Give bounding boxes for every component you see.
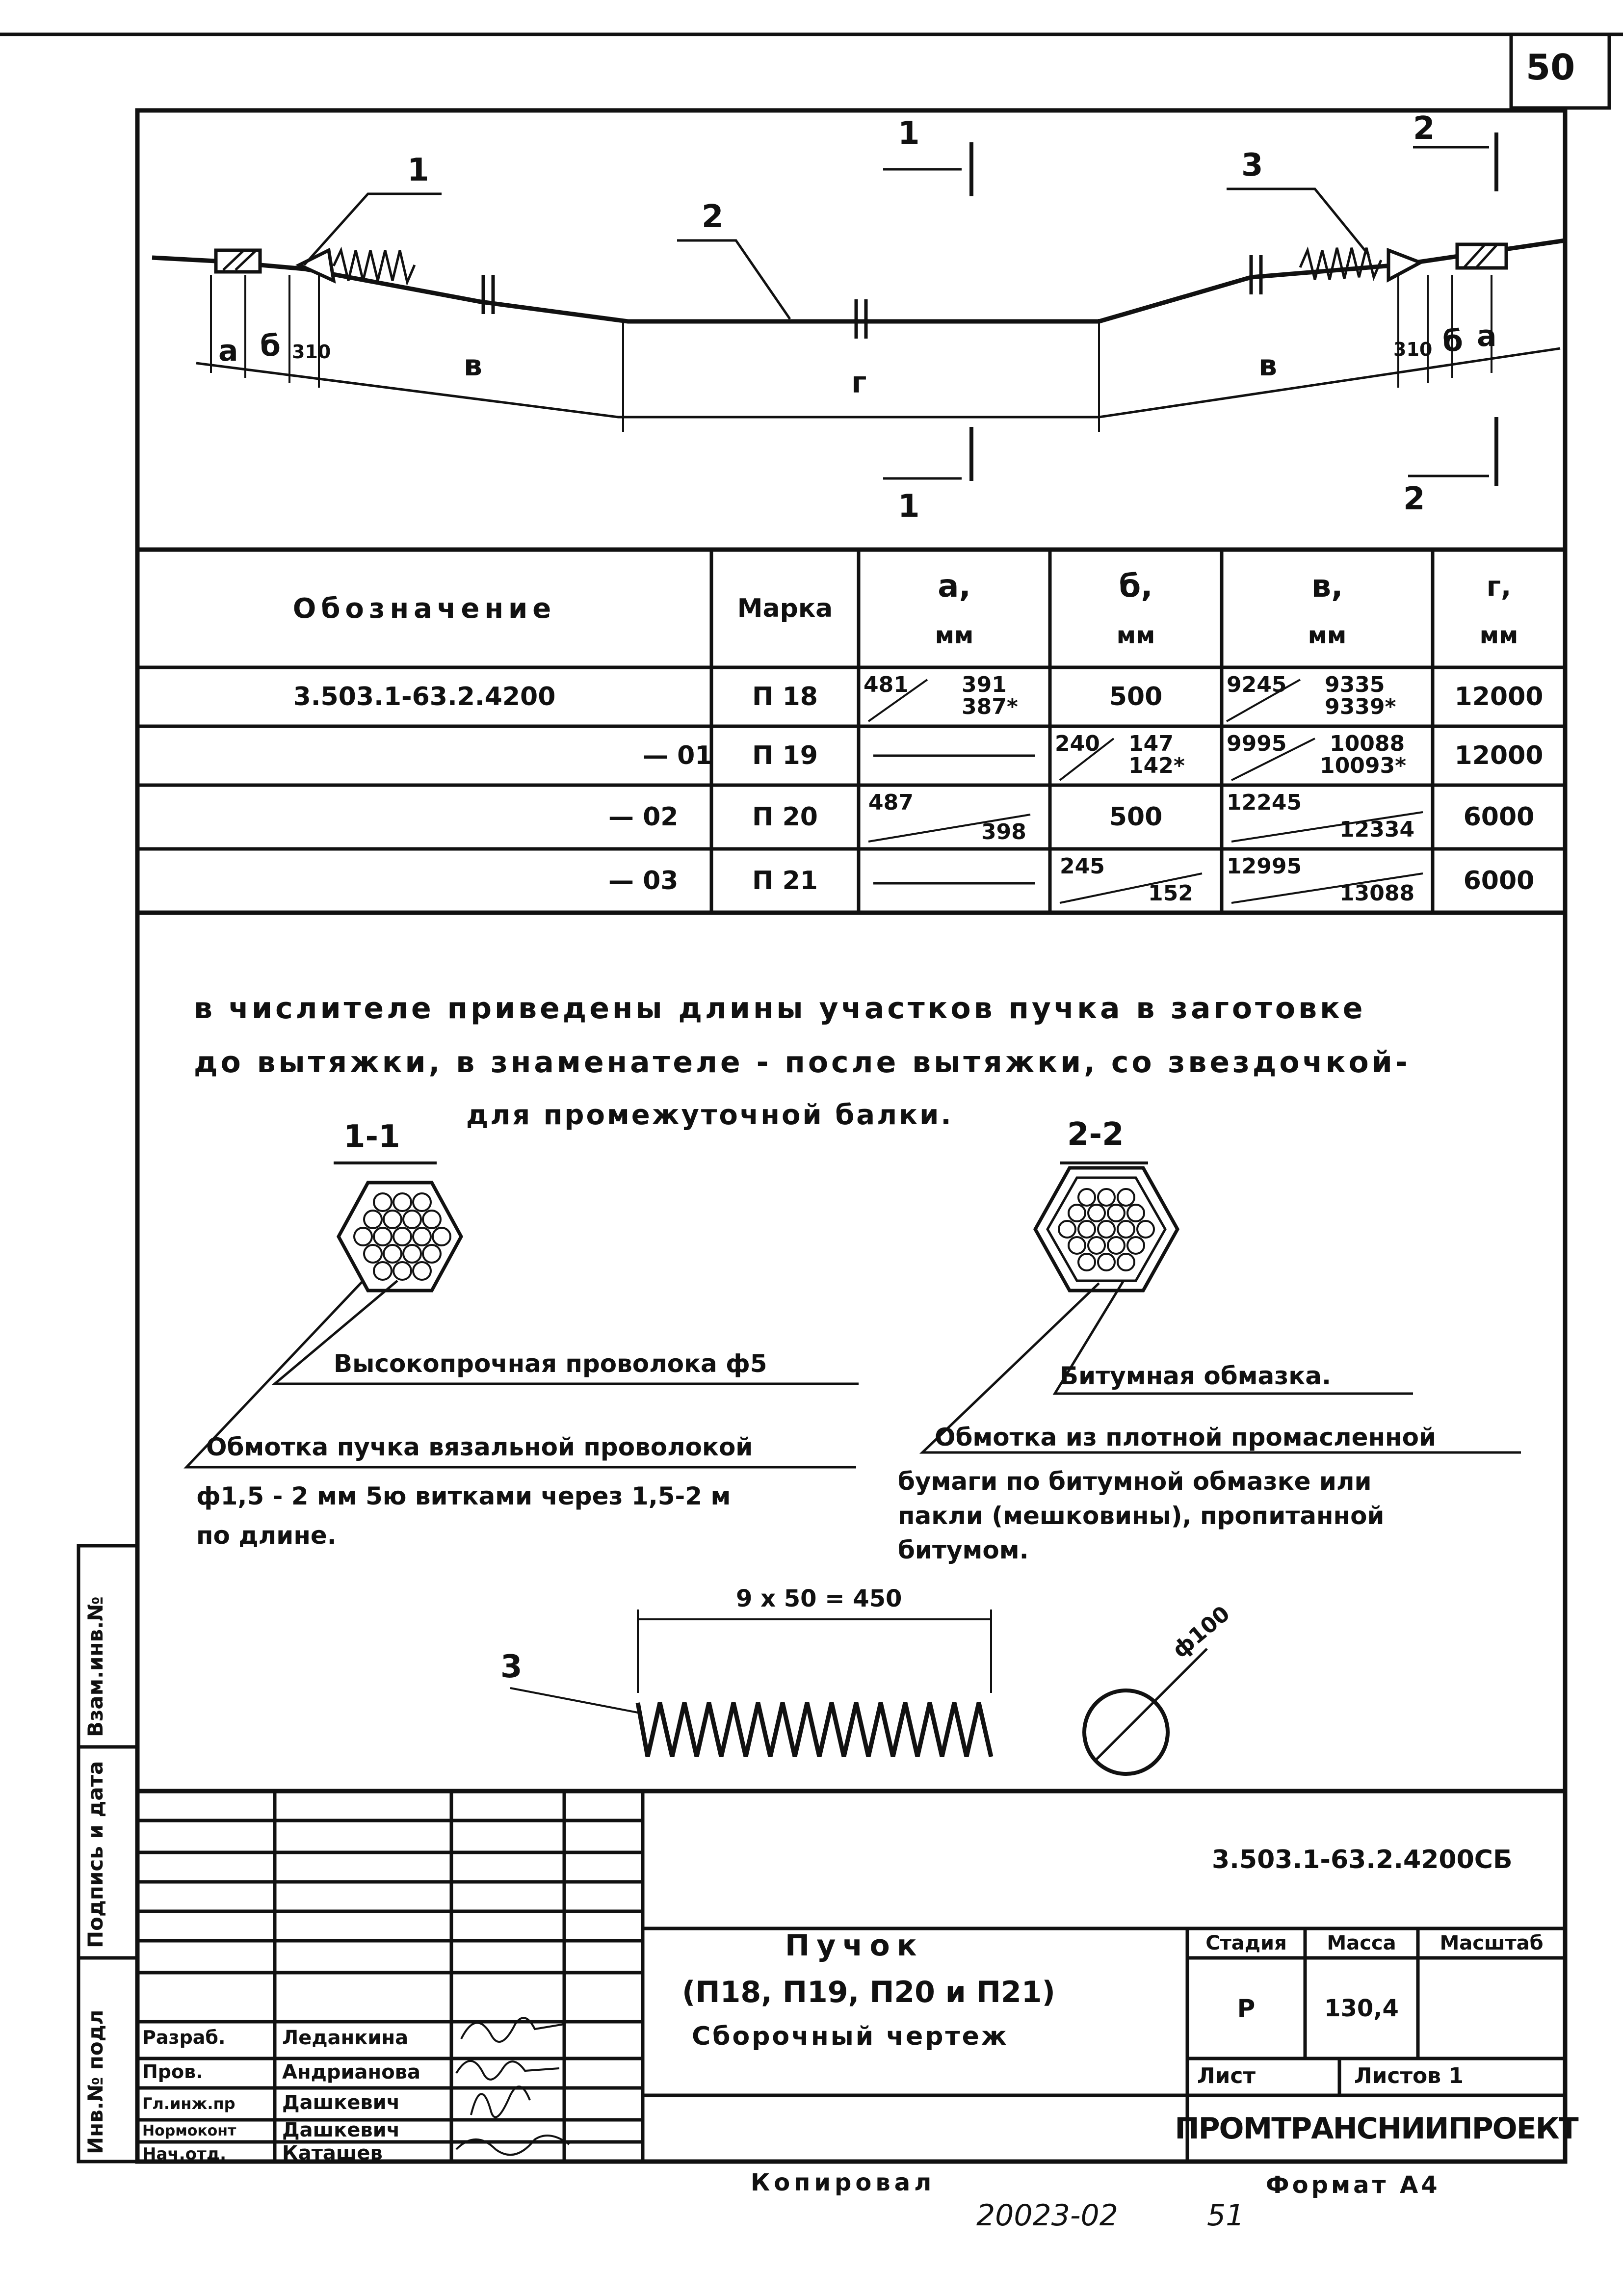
role-name: Дашкевич — [282, 2119, 400, 2141]
mass-header: Масса — [1327, 1932, 1396, 1954]
row0-a-den: 391 — [962, 672, 1007, 697]
footer-number: 20023-02 — [976, 2198, 1118, 2233]
role-label: Пров. — [142, 2061, 203, 2083]
table-row-mark: П 18 — [752, 682, 818, 712]
dim-b-right: б — [1442, 324, 1463, 358]
th-v: в, — [1311, 568, 1343, 605]
dimension-line — [196, 348, 1560, 417]
th-g-unit: мм — [1479, 622, 1518, 649]
th-v-unit: мм — [1308, 622, 1347, 649]
row0-b: 500 — [1109, 682, 1163, 712]
th-a-unit: мм — [935, 622, 974, 649]
th-b: б, — [1119, 568, 1153, 605]
row1-g: 12000 — [1454, 741, 1544, 770]
note-line-1: в числителе приведены длины участков пучка в заготовке — [194, 991, 1366, 1026]
s11-label-2: Обмотка пучка вязальной проволокой — [206, 1433, 753, 1461]
row2-v-den: 12334 — [1339, 817, 1415, 842]
row1-b-den2: 142* — [1128, 753, 1185, 778]
table-row-mark: П 20 — [752, 802, 818, 832]
section-2-2 — [922, 1163, 1521, 1452]
section-mark-2-bottom: 2 — [1403, 481, 1425, 517]
row2-g: 6000 — [1463, 802, 1535, 832]
th-g: г, — [1486, 570, 1512, 603]
table-row-mark: П 21 — [752, 866, 818, 896]
role-label: Нормоконт — [142, 2122, 236, 2139]
dim-a-right: а — [1477, 319, 1497, 353]
title-line-2: (П18, П19, П20 и П21) — [682, 1975, 1055, 2009]
callout-2: 2 — [702, 199, 724, 235]
note-line-3: для промежуточной балки. — [466, 1099, 953, 1131]
role-label: Разраб. — [142, 2027, 226, 2048]
row3-b-den: 152 — [1148, 881, 1193, 906]
row0-v-den: 9335 — [1325, 672, 1385, 697]
row2-b: 500 — [1109, 802, 1163, 832]
callout-1: 1 — [407, 152, 429, 188]
s11-label-4: по длине. — [196, 1521, 337, 1550]
row1-v-den2: 10093* — [1320, 753, 1407, 778]
section-2-2-title: 2-2 — [1067, 1116, 1124, 1153]
s22-label-2: Обмотка из плотной промасленной — [935, 1423, 1436, 1451]
dim-gap-right: 310 — [1393, 339, 1433, 360]
dim-v-right: в — [1258, 348, 1277, 383]
s22-label-4: пакли (мешковины), пропитанной — [898, 1502, 1385, 1530]
section-1-1 — [186, 1163, 859, 1467]
table-row-mark: П 19 — [752, 741, 818, 770]
row1-a — [859, 726, 1050, 765]
sheets-label: Листов 1 — [1354, 2063, 1464, 2088]
s22-label-1: Битумная обмазка. — [1060, 1362, 1331, 1390]
stage-header: Стадия — [1205, 1932, 1287, 1954]
row3-a — [859, 849, 1050, 888]
scale-header: Масштаб — [1440, 1932, 1544, 1954]
s22-label-3: бумаги по битумной обмазке или — [898, 1467, 1372, 1496]
role-name: Андрианова — [282, 2061, 420, 2084]
row0-g: 12000 — [1454, 682, 1544, 712]
row3-b-num: 245 — [1060, 854, 1105, 879]
callout-2-leader — [677, 240, 790, 319]
row1-b-num: 240 — [1055, 731, 1100, 756]
footer-copied: Копировал — [751, 2169, 936, 2196]
row0-v-den2: 9339* — [1325, 694, 1396, 719]
stage-value: Р — [1237, 1994, 1256, 2023]
s11-label-1: Высокопрочная проволока ф5 — [334, 1349, 767, 1378]
row0-v-num: 9245 — [1227, 672, 1287, 697]
sheet-label: Лист — [1197, 2063, 1256, 2088]
spring-callout: 3 — [500, 1649, 523, 1685]
th-b-unit: мм — [1116, 622, 1155, 649]
dim-b-left: б — [260, 329, 281, 363]
callout-3: 3 — [1241, 147, 1263, 184]
table-row-designation: — 03 — [608, 866, 679, 896]
right-spring — [1300, 248, 1381, 280]
table-row-designation: — 02 — [608, 802, 679, 832]
dim-g: г — [851, 366, 867, 400]
s22-label-5: битумом. — [898, 1536, 1029, 1564]
section-mark-1-top: 1 — [898, 115, 920, 152]
role-label: Гл.инж.пр — [142, 2094, 236, 2113]
note-line-2: до вытяжки, в знаменателе - после вытяжки, со звездочкой- — [194, 1045, 1411, 1080]
row2-a-num: 487 — [868, 790, 914, 815]
section-1-1-title: 1-1 — [343, 1119, 400, 1155]
spring-diameter: ф100 — [1168, 1601, 1235, 1663]
page-number: 50 — [1526, 47, 1575, 88]
role-name: Каташев — [282, 2142, 383, 2164]
role-name: Дашкевич — [282, 2091, 400, 2114]
title-line-1: Пучок — [785, 1928, 924, 1963]
row2-a-den: 398 — [981, 819, 1026, 845]
doc-code: 3.503.1-63.2.4200СБ — [1212, 1845, 1513, 1874]
row1-v-num: 9995 — [1227, 731, 1287, 756]
table-row-designation: 3.503.1-63.2.4200 — [293, 682, 556, 712]
organization: ПРОМТРАНСНИИПРОЕКТ — [1175, 2111, 1578, 2146]
spring-dim: 9 x 50 = 450 — [736, 1585, 902, 1612]
th-designation: Обозначение — [292, 592, 556, 625]
dim-a-left: а — [218, 334, 238, 368]
row3-g: 6000 — [1463, 866, 1535, 896]
right-cone — [1388, 250, 1420, 280]
title-line-3: Сборочный чертеж — [692, 2022, 1009, 2051]
side-stamp-podpis: Подпись и дата — [83, 1761, 107, 1948]
spring-detail — [510, 1610, 1207, 1774]
row3-v-den: 13088 — [1339, 881, 1415, 906]
side-stamp-inv: Инв.№ подл — [83, 2009, 107, 2154]
th-mark: Марка — [737, 594, 833, 623]
dim-v-left: в — [464, 348, 482, 383]
footer-page: 51 — [1207, 2198, 1245, 2233]
row0-a-den2: 387* — [962, 694, 1018, 719]
mass-value: 130,4 — [1324, 1994, 1399, 2022]
bundle-drawing — [152, 132, 1565, 486]
s11-label-3: ф1,5 - 2 мм 5ю витками через 1,5-2 м — [196, 1482, 731, 1510]
th-a: а, — [938, 568, 971, 605]
row1-b-den: 147 — [1128, 731, 1174, 756]
callout-3-leader — [1227, 189, 1369, 255]
row0-a-num: 481 — [864, 672, 909, 697]
row3-v-num: 12995 — [1227, 854, 1302, 879]
section-mark-1-bottom: 1 — [898, 488, 920, 525]
section-mark-2-top: 2 — [1413, 110, 1435, 147]
row1-v-den: 10088 — [1330, 731, 1405, 756]
role-name: Леданкина — [282, 2027, 409, 2049]
role-label: Нач.отд. — [142, 2144, 227, 2164]
table-row-designation: — 01 — [643, 741, 713, 770]
row2-v-num: 12245 — [1227, 790, 1302, 815]
left-cone — [299, 250, 334, 281]
side-stamp-vzam: Взам.инв.№ — [83, 1596, 107, 1737]
dim-gap-left: 310 — [292, 341, 331, 363]
footer-format: Формат А4 — [1266, 2171, 1440, 2199]
